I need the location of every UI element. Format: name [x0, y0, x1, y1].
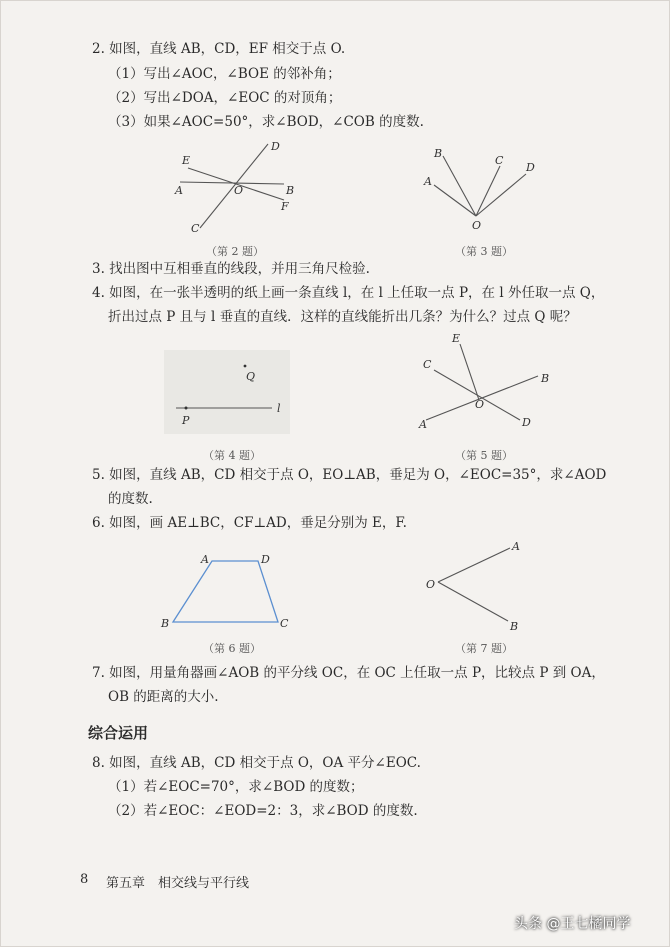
- problem-7-line-1: 7. 如图，用量角器画∠AOB 的平分线 OC，在 OC 上任取一点 P，比较点 P 到 OA，: [92, 665, 605, 681]
- problem-6-stem: 6. 如图，画 AE⊥BC，CF⊥AD，垂足分别为 E，F.: [92, 515, 407, 531]
- fig7-ray-oa: [438, 548, 510, 582]
- fig6-label-b: B: [161, 617, 170, 630]
- problem-8-sub-2: （2）若∠EOC：∠EOD=2：3，求∠BOD 的度数.: [108, 803, 418, 819]
- fig5-ray-oe: [460, 344, 479, 400]
- fig4-label-l: l: [277, 402, 281, 415]
- figure-4-caption: （第 4 题）: [203, 449, 261, 462]
- problem-2-sub-2: （2）写出∠DOA，∠EOC 的对顶角；: [108, 90, 342, 106]
- fig3-ray-ob: [443, 156, 476, 216]
- fig3-ray-oa: [434, 185, 476, 216]
- fig5-label-o: O: [475, 398, 485, 411]
- fig4-point-q: [244, 365, 247, 368]
- problem-4-line-2: 折出过点 P 且与 l 垂直的直线．这样的直线能折出几条？为什么？过点 Q 呢？: [108, 309, 577, 325]
- problem-8-stem: 8. 如图，直线 AB，CD 相交于点 O，OA 平分∠EOC.: [92, 755, 421, 771]
- problem-4-line-1: 4. 如图，在一张半透明的纸上画一条直线 l，在 l 上任取一点 P，在 l 外任取一点 Q，: [92, 285, 605, 301]
- figure-7: [420, 535, 530, 640]
- fig2-label-d: D: [271, 140, 280, 153]
- problem-5-line-2: 的度数.: [108, 491, 153, 507]
- fig7-label-b: B: [510, 620, 519, 633]
- fig5-label-e: E: [452, 332, 461, 345]
- fig5-label-c: C: [423, 358, 432, 371]
- figure-5: [418, 330, 553, 435]
- watermark: 头条 @王七橘同学: [514, 916, 631, 932]
- fig3-label-a: A: [424, 175, 432, 188]
- fig4-point-p: [185, 407, 188, 410]
- figure-4: [164, 350, 294, 435]
- page-number: 8: [80, 872, 89, 887]
- problem-2-sub-1: （1）写出∠AOC，∠BOE 的邻补角；: [108, 66, 341, 82]
- problem-3-stem: 3. 找出图中互相垂直的线段，并用三角尺检验.: [92, 261, 370, 277]
- fig7-label-a: A: [512, 540, 520, 553]
- problem-8-sub-1: （1）若∠EOC=70°，求∠BOD 的度数；: [108, 779, 364, 795]
- section-heading: 综合运用: [88, 724, 149, 742]
- fig6-label-a: A: [201, 553, 209, 566]
- fig2-label-a: A: [175, 184, 183, 197]
- fig2-label-e: E: [182, 154, 191, 167]
- fig2-label-c: C: [191, 222, 200, 235]
- figure-2: [170, 138, 320, 238]
- fig2-label-o: O: [234, 184, 244, 197]
- fig6-label-c: C: [280, 617, 289, 630]
- problem-2-sub-3: （3）如果∠AOC=50°，求∠BOD，∠COB 的度数.: [108, 114, 424, 130]
- figure-6-caption: （第 6 题）: [203, 642, 261, 655]
- problem-7-line-2: OB 的距离的大小.: [108, 689, 219, 705]
- fig3-label-b: B: [434, 147, 443, 160]
- figure-6: [158, 550, 298, 635]
- fig5-label-a: A: [419, 418, 427, 431]
- figure-3-caption: （第 3 题）: [455, 245, 513, 258]
- fig5-label-d: D: [522, 416, 531, 429]
- chapter-title: 第五章 相交线与平行线: [106, 876, 250, 891]
- figure-5-caption: （第 5 题）: [455, 449, 513, 462]
- fig4-label-q: Q: [246, 370, 256, 383]
- fig7-label-o: O: [426, 578, 436, 591]
- problem-2-stem: 2. 如图，直线 AB，CD，EF 相交于点 O.: [92, 41, 346, 57]
- fig3-ray-oc: [476, 166, 500, 216]
- figure-7-caption: （第 7 题）: [455, 642, 513, 655]
- fig2-label-b: B: [286, 184, 295, 197]
- fig2-label-f: F: [281, 200, 289, 213]
- fig3-ray-od: [476, 174, 526, 216]
- fig3-label-c: C: [495, 154, 504, 167]
- fig4-label-p: P: [182, 414, 190, 427]
- fig6-trapezoid: [173, 561, 278, 622]
- fig3-label-o: O: [472, 219, 482, 232]
- fig7-ray-ob: [438, 582, 508, 621]
- fig5-label-b: B: [541, 372, 550, 385]
- fig3-label-d: D: [526, 161, 535, 174]
- fig6-label-d: D: [261, 553, 270, 566]
- figure-2-caption: （第 2 题）: [206, 245, 264, 258]
- figure-3: [420, 140, 550, 230]
- problem-5-line-1: 5. 如图，直线 AB，CD 相交于点 O，EO⊥AB，垂足为 O，∠EOC=35°，求∠AOD: [92, 467, 607, 483]
